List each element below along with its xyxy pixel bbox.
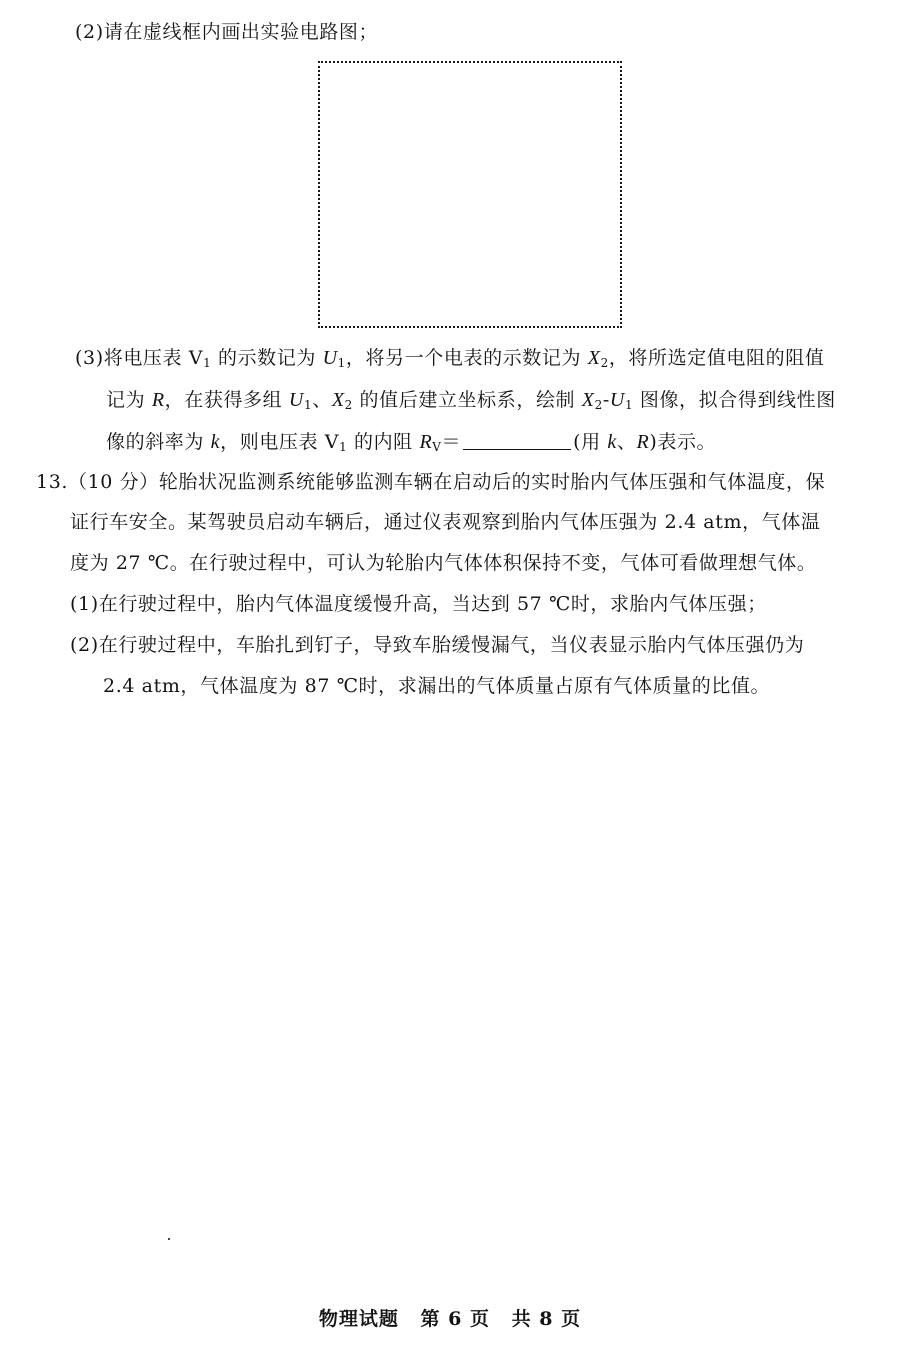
q13-part1: (1)在行驶过程中，胎内气体温度缓慢升高，当达到 57 ℃时，求胎内气体压强；	[70, 593, 767, 615]
page-footer	[0, 1304, 900, 1331]
scan-speck	[168, 1238, 170, 1240]
circuit-diagram-answer-box[interactable]	[318, 61, 622, 328]
q13-part2-line1: (2)在行驶过程中，车胎扎到钉子，导致车胎缓慢漏气，当仪表显示胎内气体压强仍为	[70, 634, 805, 656]
q12-part3-line1: (3)将电压表 $V_1$ 的示数记为 $U_1$，将另一个电表的示数记为 $X_2$，将所选定值电阻的阻值	[75, 347, 825, 370]
footer-total-pages: 共 8 页	[511, 1308, 582, 1330]
footer-page-number: 第 6 页	[420, 1308, 490, 1330]
q13-stem-line1: 13.（10 分）轮胎状况监测系统能够监测车辆在启动后的实时胎内气体压强和气体温度，保	[36, 471, 826, 493]
q13-stem-line2: 证行车安全。某驾驶员启动车辆后，通过仪表观察到胎内气体压强为 2.4 atm，气体温	[70, 511, 821, 533]
footer-subject: 物理试题	[318, 1308, 399, 1330]
q12-part3-line3: 像的斜率为 k，则电压表 $V_1$ 的内阻 $R_V=$ (用 k、R)表示。	[106, 431, 717, 454]
answer-blank[interactable]	[463, 431, 571, 450]
q13-part2-line2: 2.4 atm，气体温度为 87 ℃时，求漏出的气体质量占原有气体质量的比值。	[103, 675, 771, 697]
q12-part3-line2: 记为 R，在获得多组 $U_1$、$X_2$ 的值后建立坐标系，绘制 $X_2-U_1$ 图像，拟合得到线性图	[106, 389, 836, 412]
q13-stem-line3: 度为 27 ℃。在行驶过程中，可认为轮胎内气体体积保持不变，气体可看做理想气体。	[70, 552, 817, 574]
q12-part2-text: (2)请在虚线框内画出实验电路图；	[75, 21, 379, 43]
